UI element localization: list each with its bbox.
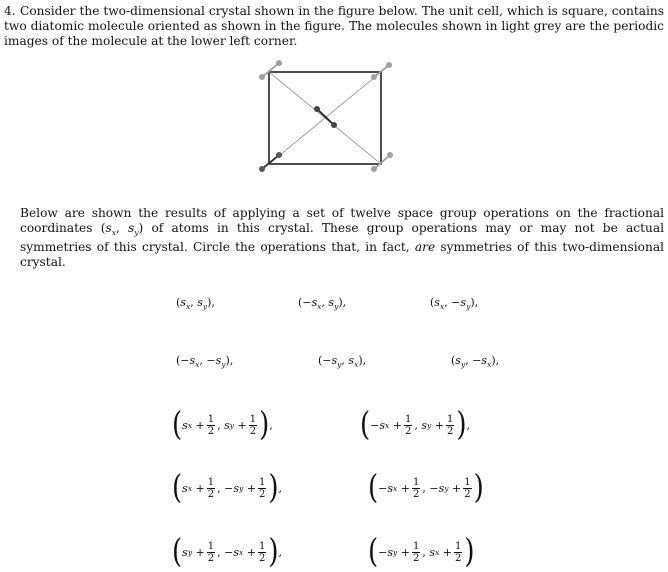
- operation-3[interactable]: ($s_x$, $-s_y$),: [430, 296, 479, 311]
- question-instructions: Below are shown the results of applying a set of twelve space group operations on the fractional coordinates ($s_x$, $s_y$) of atoms in this crystal. These group operations may or may not be actual symmetries of this crystal. Circle the operations that, in fact, are symmetries of this two-dimensional crystal.: [20, 206, 664, 269]
- operation-4[interactable]: ($-s_x$, $-s_y$),: [176, 354, 234, 369]
- operation-6[interactable]: ($s_y$, $-s_x$),: [451, 354, 500, 369]
- operation-9[interactable]: ( s x + $\frac{1}{2}$ , − s y + $\frac{1}{2}$ ) ,: [172, 469, 283, 507]
- instructions-part-c: symmetries of this two-dimensional crystal.: [20, 240, 664, 269]
- operation-1[interactable]: ($s_x$, $s_y$),: [176, 296, 215, 311]
- operation-2[interactable]: ($-s_x$, $s_y$),: [298, 296, 347, 311]
- operation-8[interactable]: ( − s x + $\frac{1}{2}$ , s y + $\frac{1}{2}$ ) ,: [360, 406, 471, 444]
- intro-text: Consider the two-dimensional crystal shown in the figure below. The unit cell, which is square, contains two diatomic molecule oriented as shown in the figure. The molecules shown in light grey are the periodic images of the molecule at the lower left corner.: [4, 4, 664, 48]
- instructions-part-a: Below are shown the results of applying a set of twelve space group operations on the fractional coordinates (: [20, 206, 664, 235]
- operation-7[interactable]: ( s x + $\frac{1}{2}$ , s y + $\frac{1}{2}$ ) ,: [172, 406, 273, 444]
- operation-12[interactable]: ( − s y + $\frac{1}{2}$ , s x + $\frac{1}{2}$ ): [368, 533, 475, 571]
- operation-11[interactable]: ( s y + $\frac{1}{2}$ , − s x + $\frac{1}{2}$ ) ,: [172, 533, 283, 571]
- operation-5[interactable]: ($-s_y$, $s_x$),: [318, 354, 367, 369]
- operation-10[interactable]: ( − s x + $\frac{1}{2}$ , − s y + $\frac{1}{2}$ ): [368, 469, 484, 507]
- instructions-emphasis: are: [414, 240, 436, 254]
- instructions-part-b: ) of atoms in this crystal. These group operations may or may not be actual symmetries of this crystal. Circle the operations that, in fact,: [20, 221, 664, 254]
- question-number: 4.: [4, 4, 16, 18]
